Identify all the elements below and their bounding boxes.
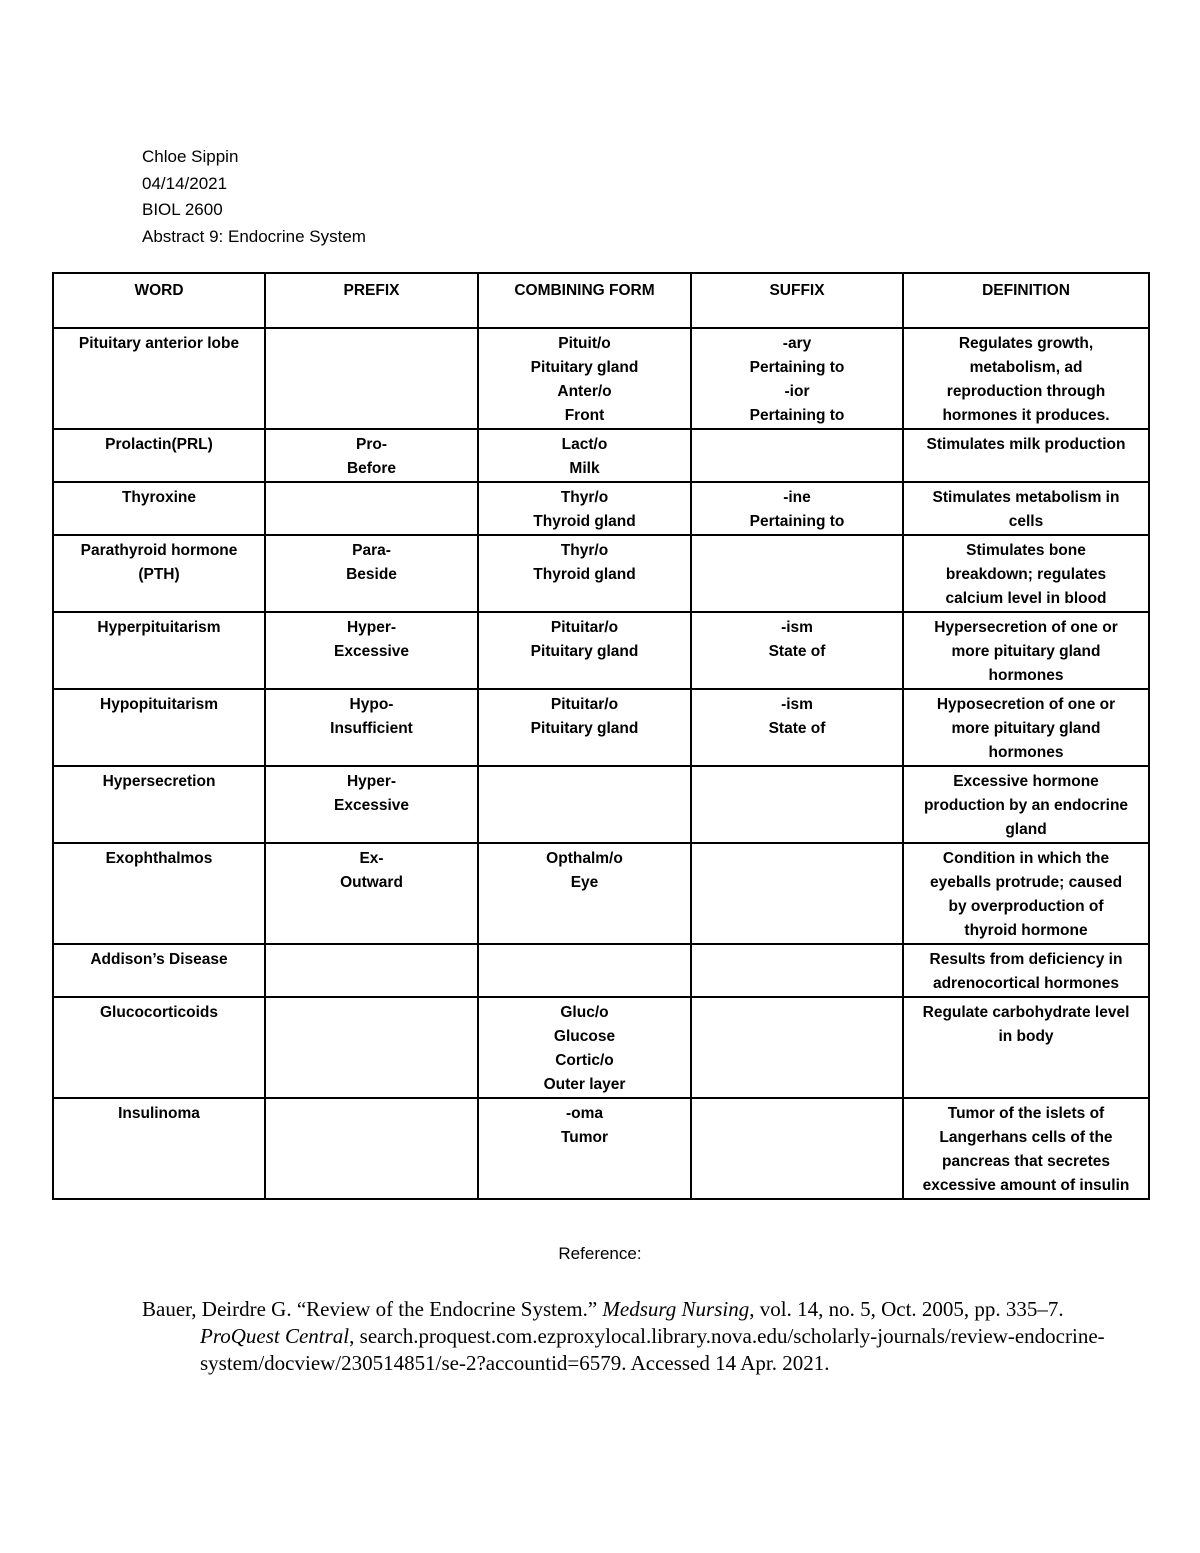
combining-form-cell: Pituitar/o Pituitary gland [478,612,691,689]
combining-form-cell [478,944,691,997]
word-cell: Hyperpituitarism [53,612,265,689]
word-cell: Exophthalmos [53,843,265,944]
definition-cell: Regulate carbohydrate level in body [903,997,1149,1098]
suffix-cell: -ine Pertaining to [691,482,903,535]
author-name: Chloe Sippin [142,147,239,166]
combining-form-cell [478,766,691,843]
word-cell: Addison’s Disease [53,944,265,997]
column-header: PREFIX [265,273,478,328]
definition-cell: Excessive hormone production by an endocrine gland [903,766,1149,843]
suffix-cell: -ism State of [691,689,903,766]
citation-text: , vol. 14, no. 5, Oct. 2005, pp. 335–7. [749,1297,1064,1321]
assignment-title: Abstract 9: Endocrine System [142,226,366,246]
reference-heading: Reference: [558,1244,642,1263]
table-row [53,535,1149,612]
citation [142,1296,1110,1377]
citation-text: Bauer, Deirdre G. “Review of the Endocrine System.” [142,1297,603,1321]
prefix-cell: Hyper- Excessive [265,766,478,843]
table-row [53,328,1149,429]
definition-cell: Stimulates bone breakdown; regulates calcium level in blood [903,535,1149,612]
column-header: COMBINING FORM [478,273,691,328]
prefix-cell [265,944,478,997]
table-row [53,1098,1149,1199]
suffix-cell [691,997,903,1098]
definition-cell: Results from deficiency in adrenocortical hormones [903,944,1149,997]
prefix-cell [265,997,478,1098]
suffix-cell [691,429,903,482]
table-row [53,689,1149,766]
combining-form-cell: Pituit/o Pituitary gland Anter/o Front [478,328,691,429]
word-cell: Thyroxine [53,482,265,535]
definition-cell: Hypersecretion of one or more pituitary gland hormones [903,612,1149,689]
definition-cell: Condition in which the eyeballs protrude; caused by overproduction of thyroid hormone [903,843,1149,944]
prefix-cell [265,328,478,429]
citation-text: , search.proquest.com.ezproxylocal.library.nova.edu/scholarly-journals/review-endocrine-system/docview/230514851/se-2?accountid=6579. Accessed 14 Apr. 2021. [200,1324,1105,1375]
database-name: ProQuest Central [200,1324,350,1348]
column-header: WORD [53,273,265,328]
table-row [53,429,1149,482]
date: 04/14/2021 [142,173,228,193]
suffix-cell [691,535,903,612]
table-row [53,612,1149,689]
document-header [142,144,366,250]
prefix-cell: Ex- Outward [265,843,478,944]
combining-form-cell: Opthalm/o Eye [478,843,691,944]
combining-form-cell: Pituitar/o Pituitary gland [478,689,691,766]
word-cell: Glucocorticoids [53,997,265,1098]
course-code: BIOL 2600 [142,200,223,219]
column-header: DEFINITION [903,273,1149,328]
word-cell: Pituitary anterior lobe [53,328,265,429]
word-cell: Insulinoma [53,1098,265,1199]
word-cell: Prolactin(PRL) [53,429,265,482]
suffix-cell [691,1098,903,1199]
suffix-cell: -ary Pertaining to -ior Pertaining to [691,328,903,429]
combining-form-cell: Lact/o Milk [478,429,691,482]
suffix-cell [691,944,903,997]
combining-form-cell: -oma Tumor [478,1098,691,1199]
word-cell: Parathyroid hormone (PTH) [53,535,265,612]
column-header: SUFFIX [691,273,903,328]
terms-table [52,272,1150,1200]
table-row [53,944,1149,997]
table-row [53,843,1149,944]
word-cell: Hypersecretion [53,766,265,843]
prefix-cell: Hypo- Insufficient [265,689,478,766]
prefix-cell: Para- Beside [265,535,478,612]
suffix-cell [691,843,903,944]
definition-cell: Stimulates milk production [903,429,1149,482]
combining-form-cell: Thyr/o Thyroid gland [478,535,691,612]
journal-title: Medsurg Nursing [602,1297,750,1321]
suffix-cell: -ism State of [691,612,903,689]
table-row [53,997,1149,1098]
definition-cell: Tumor of the islets of Langerhans cells of the pancreas that secretes excessive amount of insulin [903,1098,1149,1199]
table-header-row [53,273,1149,328]
table-row [53,766,1149,843]
definition-cell: Regulates growth, metabolism, ad reproduction through hormones it produces. [903,328,1149,429]
suffix-cell [691,766,903,843]
definition-cell: Hyposecretion of one or more pituitary gland hormones [903,689,1149,766]
combining-form-cell: Gluc/o Glucose Cortic/o Outer layer [478,997,691,1098]
table-row [53,482,1149,535]
prefix-cell: Hyper- Excessive [265,612,478,689]
prefix-cell [265,1098,478,1199]
combining-form-cell: Thyr/o Thyroid gland [478,482,691,535]
word-cell: Hypopituitarism [53,689,265,766]
prefix-cell: Pro- Before [265,429,478,482]
definition-cell: Stimulates metabolism in cells [903,482,1149,535]
prefix-cell [265,482,478,535]
